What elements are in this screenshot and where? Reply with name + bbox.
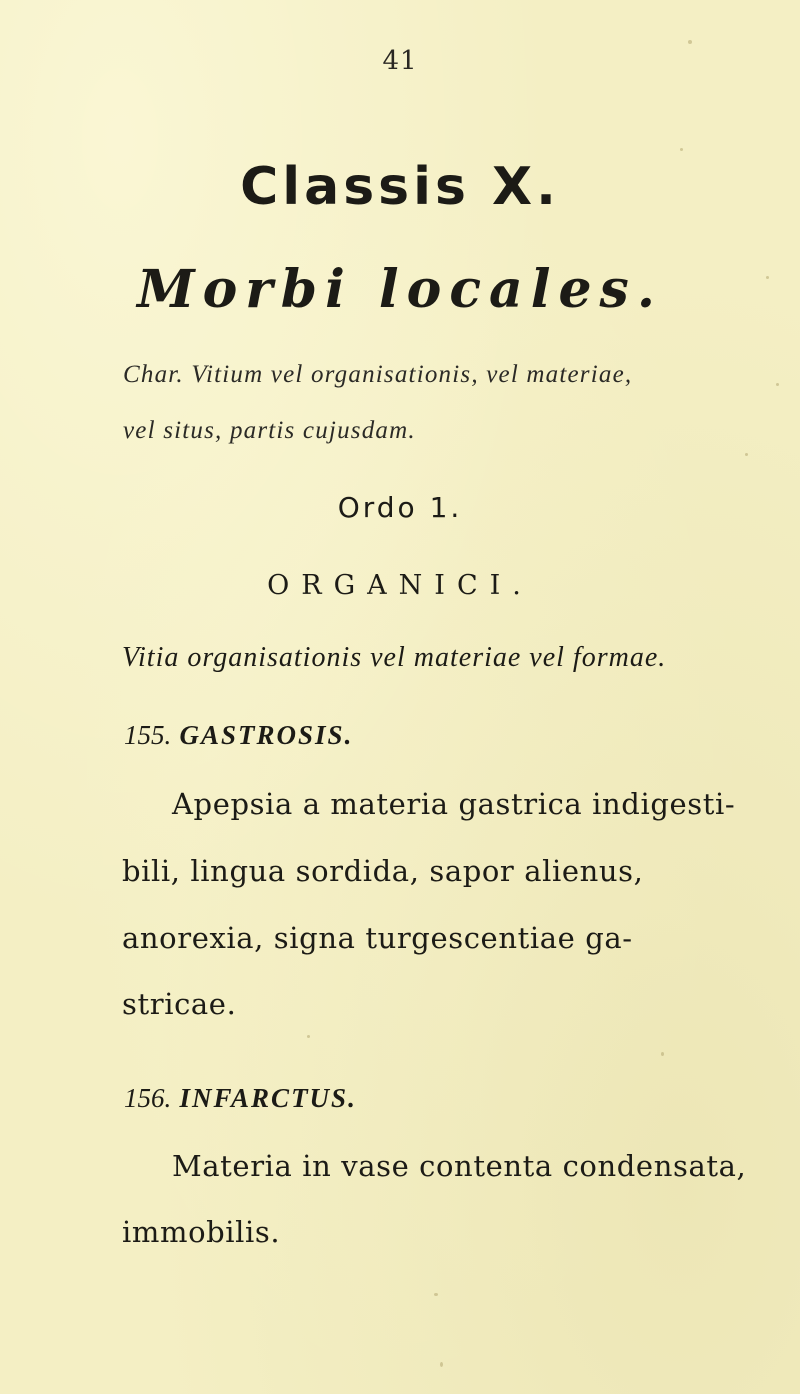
entry-number: 155. — [124, 720, 172, 750]
paper-speck — [776, 383, 779, 386]
entry-heading — [124, 1083, 357, 1114]
paper-speck — [680, 148, 683, 151]
entry-text-line: Apepsia a materia gastrica indigesti- — [172, 787, 736, 821]
entry-text-line: stricae. — [122, 987, 237, 1021]
entry-name: GASTROSIS. — [179, 720, 354, 750]
characteristic-line-1: Char. Vitium vel organisationis, vel materiae, — [123, 361, 633, 388]
order-label: Ordo 1. — [337, 491, 463, 524]
entry-text-line: anorexia, signa turgescentiae ga- — [122, 921, 633, 955]
entry-text-line: immobilis. — [122, 1215, 281, 1249]
paper-speck — [745, 453, 748, 456]
page-number: 41 — [382, 46, 418, 76]
paper-speck — [688, 40, 692, 44]
paper-speck — [434, 1293, 438, 1296]
paper-speck — [440, 1362, 443, 1367]
paper-speck — [661, 1052, 664, 1056]
entry-text-line: Materia in vase contenta condensata, — [172, 1149, 747, 1183]
class-heading: Classis X. — [240, 157, 560, 217]
entry-name: INFARCTUS. — [179, 1083, 357, 1113]
characteristic-line-2: vel situs, partis cujusdam. — [123, 417, 416, 444]
paper-speck — [307, 1035, 310, 1038]
class-subtitle: Morbi locales. — [137, 259, 663, 320]
entry-heading — [124, 720, 353, 751]
order-characteristic: Vitia organisationis vel materiae vel formae. — [122, 642, 667, 673]
entry-text-line: bili, lingua sordida, sapor alienus, — [122, 854, 644, 888]
entry-number: 156. — [124, 1083, 172, 1113]
paper-speck — [766, 276, 769, 279]
order-name: ORGANICI. — [267, 570, 533, 601]
